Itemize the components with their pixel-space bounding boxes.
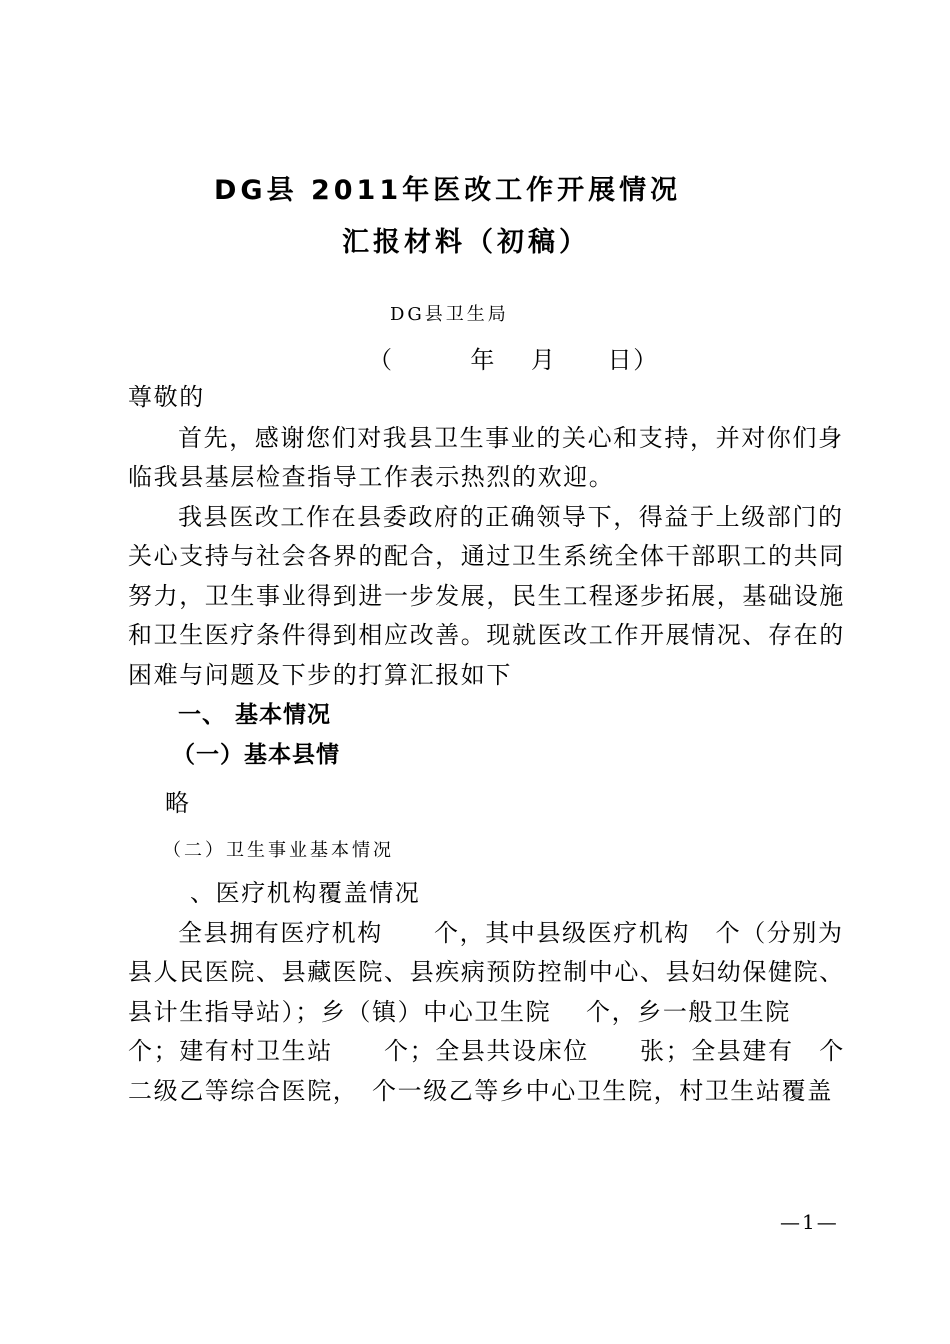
paragraph-1-line: 临我县基层检查指导工作表示热烈的欢迎。: [128, 463, 615, 491]
salutation: 尊敬的: [128, 383, 205, 411]
paragraph-3-line: 县计生指导站）；乡（镇）中心卫生院 个，乡一般卫生院: [128, 998, 791, 1026]
paragraph-3-line: 县人民医院、县藏医院、县疾病预防控制中心、县妇幼保健院、: [128, 958, 845, 986]
paragraph-2-line: 和卫生医疗条件得到相应改善。现就医改工作开展情况、存在的: [128, 621, 845, 649]
paragraph-3-line: 二级乙等综合医院， 个一级乙等乡中心卫生院，村卫生站覆盖: [128, 1077, 833, 1105]
paragraph-3-line: 个；建有村卫生站 个；全县共设床位 张；全县建有 个: [128, 1037, 845, 1065]
section-heading-1: 一、 基本情况: [178, 702, 332, 728]
paragraph-3-line: 全县拥有医疗机构 个，其中县级医疗机构 个（分别为: [178, 919, 844, 947]
placeholder-text: 略: [165, 789, 191, 817]
paragraph-1-line: 首先，感谢您们对我县卫生事业的关心和支持，并对你们身: [178, 424, 844, 452]
subsection-heading-1: （一）基本县情: [172, 742, 340, 768]
subsection-heading-2: （二）卫生事业基本情况: [163, 840, 394, 861]
paragraph-2-line: 我县医改工作在县委政府的正确领导下，得益于上级部门的: [178, 503, 844, 531]
document-title-line-2: 汇报材料（初稿）: [342, 227, 590, 258]
author-line: DG县卫生局: [390, 304, 509, 325]
document-title-line-1: DG县 2011年医改工作开展情况: [214, 175, 682, 206]
item-heading-1: 、医疗机构覆盖情况: [190, 879, 421, 907]
paragraph-2-line: 努力，卫生事业得到进一步发展，民生工程逐步拓展，基础设施: [128, 582, 845, 610]
paragraph-2-line: 困难与问题及下步的打算汇报如下: [128, 661, 512, 689]
paragraph-2-line: 关心支持与社会各界的配合，通过卫生系统全体干部职工的共同: [128, 542, 845, 570]
page-number: —1—: [780, 1210, 839, 1234]
date-line: （ 年 月 日）: [368, 346, 659, 374]
